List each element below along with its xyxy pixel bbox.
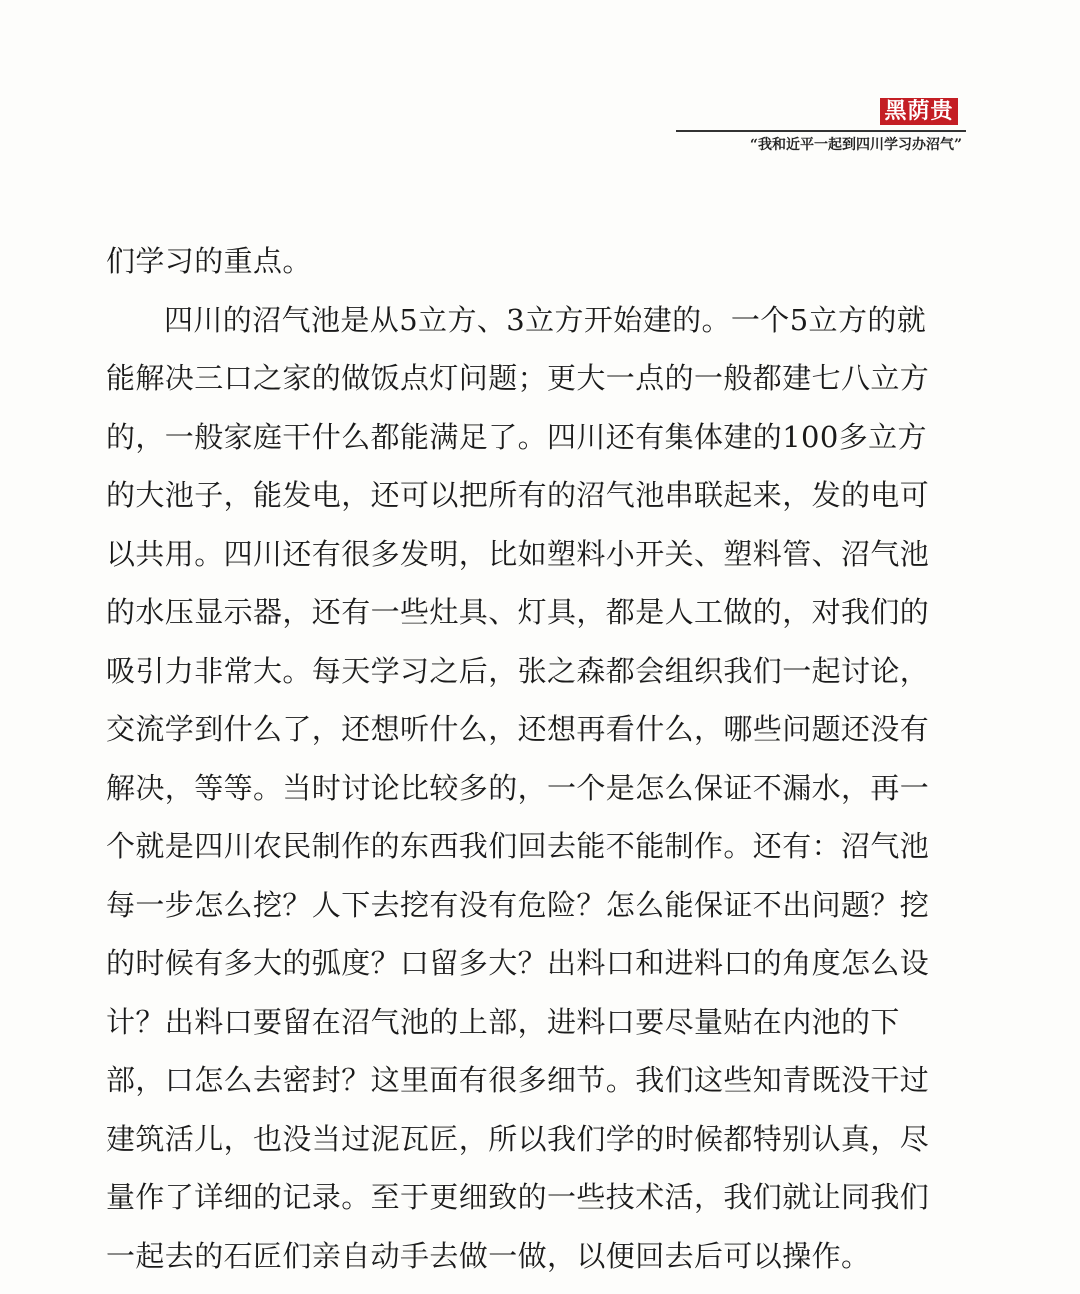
chapter-subtitle: “我和近平一起到四川学习办沼气” — [749, 137, 962, 153]
text-line: 以共用。四川还有很多发明，比如塑料小开关、塑料管、沼气池 — [106, 536, 930, 571]
text-line: 的时候有多大的弧度？口留多大？出料口和进料口的角度怎么设 — [106, 946, 930, 980]
header-divider — [676, 130, 966, 132]
text-line: 一起去的石匠们亲自动手去做一做，以便回去后可以操作。 — [106, 1238, 871, 1273]
paragraph-first-line: 四川的沼气池是从5立方、3立方开始建的。一个5立方的就 — [164, 302, 927, 337]
text-line: 能解决三口之家的做饭点灯问题；更大一点的一般都建七八立方 — [106, 361, 930, 395]
text-line: 个就是四川农民制作的东西我们回去能不能制作。还有：沼气池 — [106, 829, 930, 863]
text-line: 部，口怎么去密封？这里面有很多细节。我们这些知青既没干过 — [106, 1063, 930, 1097]
text-line: 建筑活儿，也没当过泥瓦匠，所以我们学的时候都特别认真，尽 — [106, 1121, 930, 1156]
text-line: 们学习的重点。 — [106, 244, 312, 278]
text-line: 交流学到什么了，还想听什么，还想再看什么，哪些问题还没有 — [106, 712, 930, 746]
text-line: 每一步怎么挖？人下去挖有没有危险？怎么能保证不出问题？挖 — [106, 887, 930, 922]
text-line: 吸引力非常大。每天学习之后，张之森都会组织我们一起讨论， — [106, 653, 930, 688]
text-line: 的大池子，能发电，还可以把所有的沼气池串联起来，发的电可 — [106, 478, 930, 512]
text-line: 计？出料口要留在沼气池的上部，进料口要尽量贴在内池的下 — [106, 1004, 900, 1039]
author-name-badge: 黑荫贵 — [880, 98, 958, 125]
text-line: 的，一般家庭干什么都能满足了。四川还有集体建的100多立方 — [106, 419, 927, 454]
text-line: 量作了详细的记录。至于更细致的一些技术活，我们就让同我们 — [106, 1180, 930, 1214]
text-line: 解决，等等。当时讨论比较多的，一个是怎么保证不漏水，再一 — [106, 770, 930, 805]
body-text — [106, 232, 968, 1285]
text-line: 的水压显示器，还有一些灶具、灯具，都是人工做的，对我们的 — [106, 595, 930, 629]
